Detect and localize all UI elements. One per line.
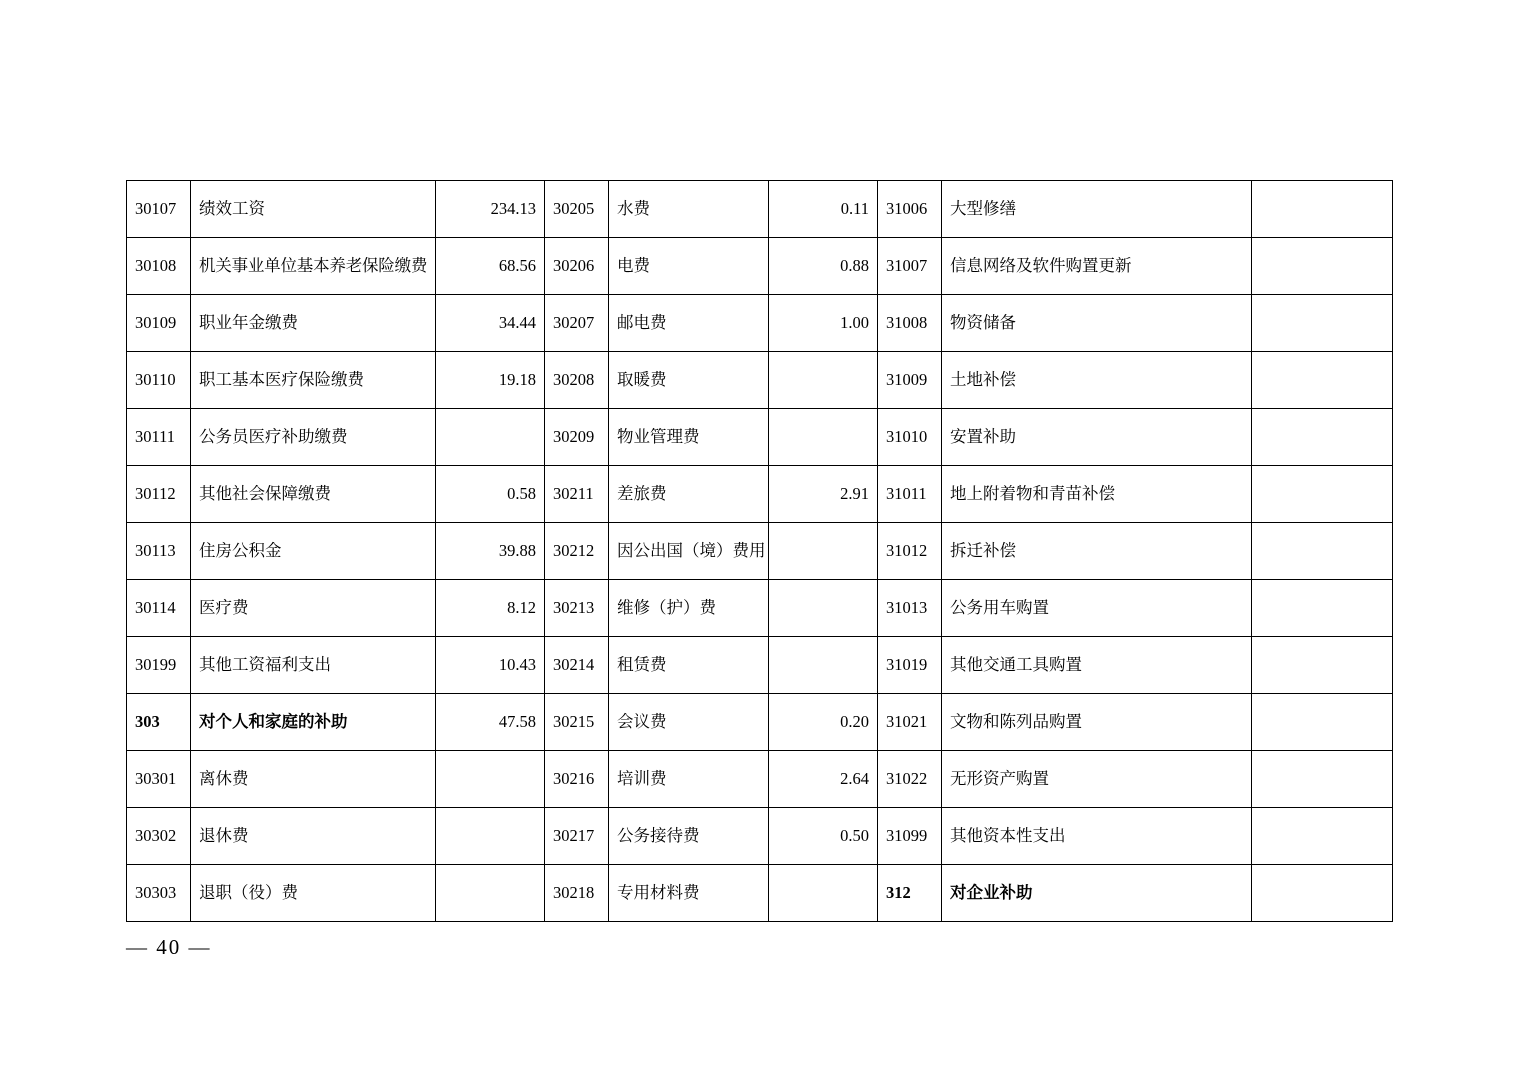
- cell-code-1: 30113: [127, 523, 191, 580]
- cell-code-1: 30301: [127, 751, 191, 808]
- cell-code-3: 31010: [878, 409, 942, 466]
- cell-amount-3: [1252, 694, 1393, 751]
- cell-name-3: 其他资本性支出: [942, 808, 1252, 865]
- cell-code-2: 30212: [545, 523, 609, 580]
- cell-name-1: 职业年金缴费: [191, 295, 436, 352]
- cell-name-1: 离休费: [191, 751, 436, 808]
- cell-amount-2: 0.50: [769, 808, 878, 865]
- cell-amount-1: 34.44: [436, 295, 545, 352]
- cell-name-1: 其他社会保障缴费: [191, 466, 436, 523]
- cell-code-2: 30209: [545, 409, 609, 466]
- cell-code-3: 31019: [878, 637, 942, 694]
- cell-name-3: 大型修缮: [942, 181, 1252, 238]
- table-body: [127, 181, 1393, 922]
- cell-name-2: 维修（护）费: [609, 580, 769, 637]
- cell-code-2: 30213: [545, 580, 609, 637]
- cell-code-2: 30206: [545, 238, 609, 295]
- page-number: — 40 —: [126, 935, 212, 959]
- cell-code-1: 303: [127, 694, 191, 751]
- cell-name-3: 无形资产购置: [942, 751, 1252, 808]
- cell-name-3: 信息网络及软件购置更新: [942, 238, 1252, 295]
- cell-code-2: 30205: [545, 181, 609, 238]
- cell-code-2: 30218: [545, 865, 609, 922]
- cell-amount-3: [1252, 409, 1393, 466]
- table-row: [127, 694, 1393, 751]
- cell-name-2: 差旅费: [609, 466, 769, 523]
- cell-amount-2: [769, 637, 878, 694]
- cell-code-3: 31099: [878, 808, 942, 865]
- cell-name-1: 公务员医疗补助缴费: [191, 409, 436, 466]
- cell-name-1: 住房公积金: [191, 523, 436, 580]
- table-row: [127, 523, 1393, 580]
- cell-name-2: 水费: [609, 181, 769, 238]
- cell-amount-2: 0.11: [769, 181, 878, 238]
- cell-amount-2: 2.91: [769, 466, 878, 523]
- cell-amount-2: [769, 580, 878, 637]
- cell-name-2: 取暖费: [609, 352, 769, 409]
- cell-code-3: 31009: [878, 352, 942, 409]
- cell-code-3: 31022: [878, 751, 942, 808]
- cell-name-1: 职工基本医疗保险缴费: [191, 352, 436, 409]
- cell-name-2: 会议费: [609, 694, 769, 751]
- cell-code-1: 30199: [127, 637, 191, 694]
- cell-amount-3: [1252, 181, 1393, 238]
- cell-code-2: 30207: [545, 295, 609, 352]
- cell-code-3: 31021: [878, 694, 942, 751]
- cell-code-2: 30211: [545, 466, 609, 523]
- cell-code-2: 30217: [545, 808, 609, 865]
- cell-code-1: 30109: [127, 295, 191, 352]
- cell-code-3: 31007: [878, 238, 942, 295]
- cell-name-1: 绩效工资: [191, 181, 436, 238]
- cell-amount-1: 10.43: [436, 637, 545, 694]
- cell-name-3: 其他交通工具购置: [942, 637, 1252, 694]
- cell-amount-3: [1252, 523, 1393, 580]
- cell-amount-1: 39.88: [436, 523, 545, 580]
- cell-name-2: 邮电费: [609, 295, 769, 352]
- table-row: [127, 409, 1393, 466]
- cell-name-2: 租赁费: [609, 637, 769, 694]
- cell-amount-2: [769, 409, 878, 466]
- cell-amount-1: 8.12: [436, 580, 545, 637]
- cell-name-2: 电费: [609, 238, 769, 295]
- table-row: [127, 466, 1393, 523]
- table-row: [127, 751, 1393, 808]
- cell-name-3: 物资储备: [942, 295, 1252, 352]
- cell-code-3: 31008: [878, 295, 942, 352]
- cell-code-2: 30214: [545, 637, 609, 694]
- cell-code-1: 30303: [127, 865, 191, 922]
- cell-code-3: 31011: [878, 466, 942, 523]
- cell-code-1: 30108: [127, 238, 191, 295]
- budget-expenditure-table: [126, 180, 1393, 922]
- cell-amount-3: [1252, 865, 1393, 922]
- cell-name-3: 文物和陈列品购置: [942, 694, 1252, 751]
- cell-name-2: 培训费: [609, 751, 769, 808]
- cell-code-1: 30302: [127, 808, 191, 865]
- table-row: [127, 352, 1393, 409]
- cell-code-1: 30112: [127, 466, 191, 523]
- cell-amount-3: [1252, 637, 1393, 694]
- cell-amount-1: 47.58: [436, 694, 545, 751]
- cell-code-2: 30216: [545, 751, 609, 808]
- cell-amount-1: [436, 808, 545, 865]
- cell-code-3: 31013: [878, 580, 942, 637]
- cell-name-2: 公务接待费: [609, 808, 769, 865]
- cell-name-2: 物业管理费: [609, 409, 769, 466]
- cell-name-1: 退职（役）费: [191, 865, 436, 922]
- cell-name-3: 对企业补助: [942, 865, 1252, 922]
- table-row: [127, 808, 1393, 865]
- table-row: [127, 295, 1393, 352]
- cell-amount-2: [769, 523, 878, 580]
- cell-amount-3: [1252, 808, 1393, 865]
- cell-code-2: 30208: [545, 352, 609, 409]
- cell-amount-1: 0.58: [436, 466, 545, 523]
- cell-name-1: 医疗费: [191, 580, 436, 637]
- cell-code-1: 30111: [127, 409, 191, 466]
- cell-name-3: 安置补助: [942, 409, 1252, 466]
- cell-amount-3: [1252, 466, 1393, 523]
- cell-amount-3: [1252, 238, 1393, 295]
- cell-code-1: 30110: [127, 352, 191, 409]
- cell-amount-1: 68.56: [436, 238, 545, 295]
- cell-name-1: 机关事业单位基本养老保险缴费: [191, 238, 436, 295]
- cell-code-1: 30107: [127, 181, 191, 238]
- cell-amount-3: [1252, 352, 1393, 409]
- cell-amount-3: [1252, 751, 1393, 808]
- cell-name-1: 退休费: [191, 808, 436, 865]
- cell-amount-2: 2.64: [769, 751, 878, 808]
- cell-name-3: 地上附着物和青苗补偿: [942, 466, 1252, 523]
- cell-code-1: 30114: [127, 580, 191, 637]
- cell-amount-2: 1.00: [769, 295, 878, 352]
- cell-name-2: 因公出国（境）费用: [609, 523, 769, 580]
- table-row: [127, 637, 1393, 694]
- cell-amount-1: [436, 865, 545, 922]
- cell-code-3: 31012: [878, 523, 942, 580]
- table-row: [127, 181, 1393, 238]
- cell-amount-2: 0.20: [769, 694, 878, 751]
- cell-code-3: 312: [878, 865, 942, 922]
- cell-code-3: 31006: [878, 181, 942, 238]
- cell-amount-2: [769, 352, 878, 409]
- cell-name-3: 公务用车购置: [942, 580, 1252, 637]
- cell-name-1: 其他工资福利支出: [191, 637, 436, 694]
- cell-amount-1: [436, 409, 545, 466]
- cell-code-2: 30215: [545, 694, 609, 751]
- table-row: [127, 238, 1393, 295]
- cell-name-1: 对个人和家庭的补助: [191, 694, 436, 751]
- cell-name-3: 土地补偿: [942, 352, 1252, 409]
- cell-amount-1: 234.13: [436, 181, 545, 238]
- cell-amount-1: 19.18: [436, 352, 545, 409]
- table-row: [127, 865, 1393, 922]
- cell-name-2: 专用材料费: [609, 865, 769, 922]
- cell-amount-1: [436, 751, 545, 808]
- cell-name-3: 拆迁补偿: [942, 523, 1252, 580]
- cell-amount-2: [769, 865, 878, 922]
- table-row: [127, 580, 1393, 637]
- cell-amount-3: [1252, 580, 1393, 637]
- cell-amount-2: 0.88: [769, 238, 878, 295]
- cell-amount-3: [1252, 295, 1393, 352]
